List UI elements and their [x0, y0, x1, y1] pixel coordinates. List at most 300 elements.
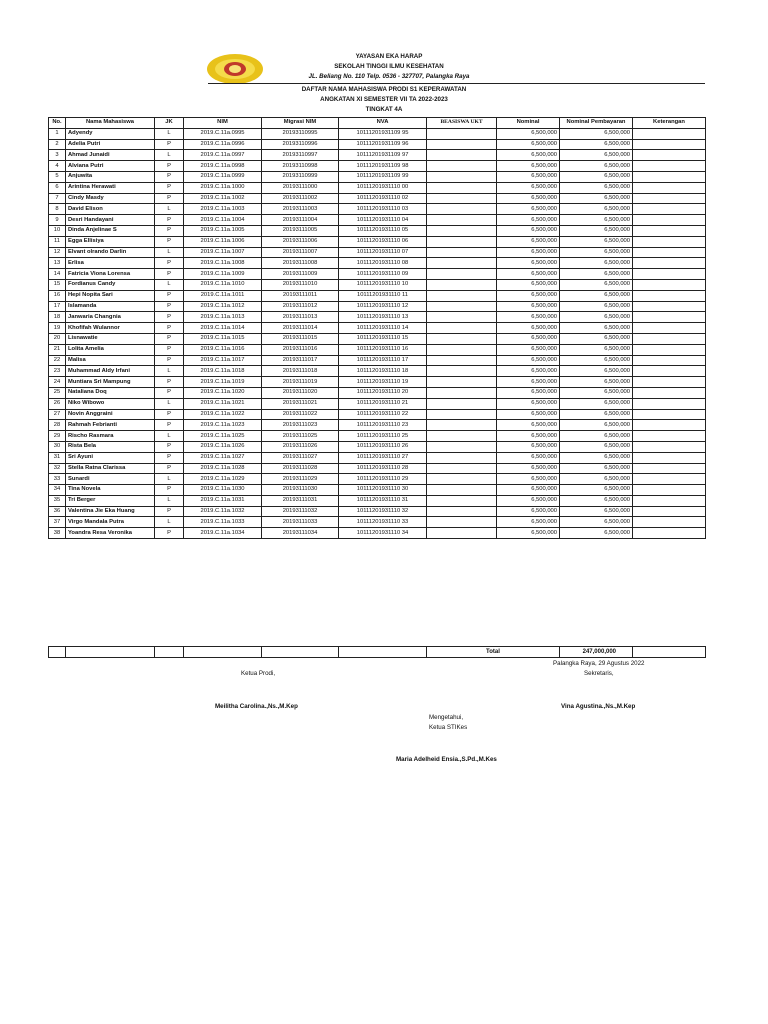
cell-name: Janwaria Changnia [66, 312, 155, 323]
cell-keterangan [633, 485, 706, 496]
cell-nva: 10111201931109 95 [339, 128, 427, 139]
cell-jk: P [155, 171, 184, 182]
cell-nominal-pembayaran: 6,500,000 [560, 387, 633, 398]
cell-nva: 10111201931110 28 [339, 463, 427, 474]
table-row [49, 517, 706, 528]
cell-nominal: 6,500,000 [497, 258, 560, 269]
cell-nva: 10111201931110 33 [339, 517, 427, 528]
cell-nominal: 6,500,000 [497, 215, 560, 226]
cell-migrasi-nim: 20193110997 [262, 150, 339, 161]
cell-beasiswa-ukt [427, 420, 497, 431]
cell-jk: P [155, 290, 184, 301]
cell-nominal-pembayaran: 6,500,000 [560, 355, 633, 366]
cell-name: Alviana Putri [66, 161, 155, 172]
cell-jk: P [155, 269, 184, 280]
cell-migrasi-nim: 20193110998 [262, 161, 339, 172]
cell-name: Muhammad Aldy Irfani [66, 366, 155, 377]
table-row [49, 355, 706, 366]
cell-nominal: 6,500,000 [497, 409, 560, 420]
cell-nva: 10111201931110 26 [339, 441, 427, 452]
cell-nominal: 6,500,000 [497, 528, 560, 539]
cell-nim: 2019.C.11a.1004 [184, 215, 262, 226]
cell-nva: 10111201931110 22 [339, 409, 427, 420]
cell-nva: 10111201931110 21 [339, 398, 427, 409]
col-nim: NIM [184, 118, 262, 129]
cell-nva: 10111201931110 00 [339, 182, 427, 193]
cell-jk: P [155, 355, 184, 366]
cell-jk: P [155, 301, 184, 312]
cell-migrasi-nim: 20193111025 [262, 431, 339, 442]
table-row [49, 301, 706, 312]
cell-name: Erlisa [66, 258, 155, 269]
cell-beasiswa-ukt [427, 409, 497, 420]
cell-jk: P [155, 312, 184, 323]
table-row [49, 193, 706, 204]
cell-jk: P [155, 506, 184, 517]
cell-beasiswa-ukt [427, 452, 497, 463]
cell-no: 38 [49, 528, 66, 539]
table-row [49, 377, 706, 388]
cell-nominal-pembayaran: 6,500,000 [560, 377, 633, 388]
col-no: No. [49, 118, 66, 129]
cell-nominal-pembayaran: 6,500,000 [560, 441, 633, 452]
cell-jk: L [155, 150, 184, 161]
cell-nim: 2019.C.11a.1008 [184, 258, 262, 269]
cell-keterangan [633, 431, 706, 442]
cell-nominal: 6,500,000 [497, 355, 560, 366]
cell-nim: 2019.C.11a.1011 [184, 290, 262, 301]
cell-nominal-pembayaran: 6,500,000 [560, 506, 633, 517]
cell-nva: 10111201931110 34 [339, 528, 427, 539]
cell-jk: L [155, 279, 184, 290]
cell-nominal: 6,500,000 [497, 204, 560, 215]
cell-nim: 2019.C.11a.1017 [184, 355, 262, 366]
cell-nva: 10111201931109 97 [339, 150, 427, 161]
cell-nva: 10111201931110 15 [339, 333, 427, 344]
cell-no: 18 [49, 312, 66, 323]
cell-nominal: 6,500,000 [497, 312, 560, 323]
cell-beasiswa-ukt [427, 506, 497, 517]
cell-nim: 2019.C.11a.1030 [184, 485, 262, 496]
cell-keterangan [633, 161, 706, 172]
cell-keterangan [633, 150, 706, 161]
cell-nim: 2019.C.11a.1032 [184, 506, 262, 517]
cell-nva: 10111201931110 07 [339, 247, 427, 258]
cell-nominal: 6,500,000 [497, 225, 560, 236]
student-table [48, 117, 706, 539]
cell-keterangan [633, 409, 706, 420]
cell-migrasi-nim: 20193111028 [262, 463, 339, 474]
cell-name: Cindy Masdy [66, 193, 155, 204]
cell-nominal-pembayaran: 6,500,000 [560, 204, 633, 215]
cell-nim: 2019.C.11a.1014 [184, 323, 262, 334]
cell-nim: 2019.C.11a.1003 [184, 204, 262, 215]
cell-keterangan [633, 333, 706, 344]
cell-jk: P [155, 258, 184, 269]
cell-migrasi-nim: 20193111032 [262, 506, 339, 517]
cell-migrasi-nim: 20193111004 [262, 215, 339, 226]
cell-migrasi-nim: 20193111033 [262, 517, 339, 528]
cell-migrasi-nim: 20193110996 [262, 139, 339, 150]
cell-nva: 10111201931110 12 [339, 301, 427, 312]
table-row [49, 182, 706, 193]
cell-beasiswa-ukt [427, 301, 497, 312]
cell-nominal-pembayaran: 6,500,000 [560, 463, 633, 474]
cell-nominal: 6,500,000 [497, 193, 560, 204]
cell-nim: 2019.C.11a.1018 [184, 366, 262, 377]
cell-name: Tina Novela [66, 485, 155, 496]
document-level: TINGKAT 4A [365, 106, 403, 113]
cell-name: Fordianus Candy [66, 279, 155, 290]
cell-jk: P [155, 463, 184, 474]
cell-no: 17 [49, 301, 66, 312]
cell-name: Egga Ellisiya [66, 236, 155, 247]
cell-no: 16 [49, 290, 66, 301]
cell-jk: L [155, 204, 184, 215]
cell-beasiswa-ukt [427, 377, 497, 388]
cell-nominal-pembayaran: 6,500,000 [560, 495, 633, 506]
cell-nominal-pembayaran: 6,500,000 [560, 247, 633, 258]
table-row [49, 398, 706, 409]
cell-migrasi-nim: 20193111012 [262, 301, 339, 312]
cell-nim: 2019.C.11a.0998 [184, 161, 262, 172]
ketua-stikes-title: Ketua STIKes [429, 724, 468, 731]
cell-nominal: 6,500,000 [497, 463, 560, 474]
cell-nominal-pembayaran: 6,500,000 [560, 323, 633, 334]
cell-beasiswa-ukt [427, 139, 497, 150]
cell-jk: L [155, 517, 184, 528]
cell-nominal: 6,500,000 [497, 377, 560, 388]
cell-jk: P [155, 139, 184, 150]
cell-no: 20 [49, 333, 66, 344]
cell-nominal: 6,500,000 [497, 247, 560, 258]
table-row [49, 452, 706, 463]
cell-nva: 10111201931110 30 [339, 485, 427, 496]
cell-nim: 2019.C.11a.1000 [184, 182, 262, 193]
cell-nim: 2019.C.11a.1026 [184, 441, 262, 452]
cell-migrasi-nim: 20193111015 [262, 333, 339, 344]
cell-name: Muntiara Sri Mampung [66, 377, 155, 388]
cell-beasiswa-ukt [427, 269, 497, 280]
cell-name: Adyendy [66, 128, 155, 139]
cell-nominal: 6,500,000 [497, 279, 560, 290]
cell-nominal-pembayaran: 6,500,000 [560, 182, 633, 193]
cell-keterangan [633, 225, 706, 236]
cell-nominal-pembayaran: 6,500,000 [560, 420, 633, 431]
cell-beasiswa-ukt [427, 366, 497, 377]
cell-name: Tri Berger [66, 495, 155, 506]
cell-nim: 2019.C.11a.1015 [184, 333, 262, 344]
cell-name: Lolita Amelia [66, 344, 155, 355]
cell-beasiswa-ukt [427, 290, 497, 301]
cell-nim: 2019.C.11a.1009 [184, 269, 262, 280]
cell-nominal: 6,500,000 [497, 517, 560, 528]
cell-keterangan [633, 312, 706, 323]
cell-beasiswa-ukt [427, 344, 497, 355]
cell-migrasi-nim: 20193111008 [262, 258, 339, 269]
cell-migrasi-nim: 20193111017 [262, 355, 339, 366]
cell-name: Malisa [66, 355, 155, 366]
cell-no: 6 [49, 182, 66, 193]
cell-jk: P [155, 236, 184, 247]
cell-migrasi-nim: 20193111011 [262, 290, 339, 301]
cell-keterangan [633, 474, 706, 485]
table-row [49, 312, 706, 323]
cell-name: Rista Bela [66, 441, 155, 452]
cell-name: Dinda Anjelinae S [66, 225, 155, 236]
cell-name: Sunardi [66, 474, 155, 485]
cell-migrasi-nim: 20193111031 [262, 495, 339, 506]
cell-name: David Elison [66, 204, 155, 215]
cell-no: 28 [49, 420, 66, 431]
cell-nominal-pembayaran: 6,500,000 [560, 312, 633, 323]
cell-name: Desri Handayani [66, 215, 155, 226]
cell-jk: P [155, 333, 184, 344]
cell-name: Rahmah Febrianti [66, 420, 155, 431]
table-row [49, 495, 706, 506]
cell-jk: P [155, 387, 184, 398]
table-row [49, 215, 706, 226]
table-row [49, 333, 706, 344]
cell-no: 5 [49, 171, 66, 182]
cell-beasiswa-ukt [427, 161, 497, 172]
cell-jk: L [155, 495, 184, 506]
cell-nva: 10111201931110 25 [339, 431, 427, 442]
cell-nominal: 6,500,000 [497, 301, 560, 312]
cell-no: 12 [49, 247, 66, 258]
cell-keterangan [633, 506, 706, 517]
cell-migrasi-nim: 20193111006 [262, 236, 339, 247]
cell-migrasi-nim: 20193111027 [262, 452, 339, 463]
table-row [49, 171, 706, 182]
cell-no: 21 [49, 344, 66, 355]
cell-no: 15 [49, 279, 66, 290]
cell-nominal: 6,500,000 [497, 171, 560, 182]
cell-nim: 2019.C.11a.1033 [184, 517, 262, 528]
cell-nim: 2019.C.11a.1006 [184, 236, 262, 247]
cell-nva: 10111201931110 05 [339, 225, 427, 236]
cell-nominal-pembayaran: 6,500,000 [560, 452, 633, 463]
cell-jk: P [155, 528, 184, 539]
cell-nominal: 6,500,000 [497, 420, 560, 431]
cell-nominal: 6,500,000 [497, 452, 560, 463]
table-row [49, 506, 706, 517]
cell-name: Nataliana Doq [66, 387, 155, 398]
cell-nva: 10111201931110 13 [339, 312, 427, 323]
cell-keterangan [633, 290, 706, 301]
cell-nominal: 6,500,000 [497, 323, 560, 334]
cell-beasiswa-ukt [427, 528, 497, 539]
cell-nominal-pembayaran: 6,500,000 [560, 517, 633, 528]
cell-nim: 2019.C.11a.1002 [184, 193, 262, 204]
cell-nim: 2019.C.11a.0996 [184, 139, 262, 150]
cell-nva: 10111201931109 98 [339, 161, 427, 172]
cell-nva: 10111201931110 17 [339, 355, 427, 366]
total-row [49, 647, 706, 658]
cell-keterangan [633, 301, 706, 312]
cell-jk: P [155, 420, 184, 431]
cell-nva: 10111201931110 02 [339, 193, 427, 204]
ketua-stikes-name: Maria Adelheid Ensia.,S.Pd.,M.Kes [396, 756, 497, 763]
cell-no: 7 [49, 193, 66, 204]
cell-name: Novin Anggraini [66, 409, 155, 420]
cell-beasiswa-ukt [427, 495, 497, 506]
total-table [48, 646, 706, 658]
cell-jk: L [155, 247, 184, 258]
cell-keterangan [633, 441, 706, 452]
cell-migrasi-nim: 20193111018 [262, 366, 339, 377]
cell-keterangan [633, 420, 706, 431]
cell-name: Lisnawatie [66, 333, 155, 344]
cell-nva: 10111201931110 31 [339, 495, 427, 506]
cell-nominal-pembayaran: 6,500,000 [560, 193, 633, 204]
cell-beasiswa-ukt [427, 182, 497, 193]
cell-migrasi-nim: 20193111007 [262, 247, 339, 258]
cell-migrasi-nim: 20193111023 [262, 420, 339, 431]
cell-keterangan [633, 355, 706, 366]
ketua-prodi-title: Ketua Prodi, [241, 670, 276, 677]
cell-nim: 2019.C.11a.1022 [184, 409, 262, 420]
cell-nominal-pembayaran: 6,500,000 [560, 161, 633, 172]
cell-keterangan [633, 387, 706, 398]
cell-nim: 2019.C.11a.1019 [184, 377, 262, 388]
cell-nominal: 6,500,000 [497, 182, 560, 193]
cell-nim: 2019.C.11a.1005 [184, 225, 262, 236]
cell-name: Ahmad Junaidi [66, 150, 155, 161]
header-address: JL. Beliang No. 110 Telp. 0536 - 327707, Palangka Raya [308, 73, 470, 80]
cell-nim: 2019.C.11a.1021 [184, 398, 262, 409]
cell-no: 9 [49, 215, 66, 226]
cell-jk: L [155, 474, 184, 485]
cell-nva: 10111201931110 09 [339, 269, 427, 280]
col-jk: JK [155, 118, 184, 129]
cell-jk: P [155, 344, 184, 355]
cell-beasiswa-ukt [427, 323, 497, 334]
cell-keterangan [633, 182, 706, 193]
cell-nominal-pembayaran: 6,500,000 [560, 171, 633, 182]
cell-migrasi-nim: 20193111016 [262, 344, 339, 355]
cell-keterangan [633, 517, 706, 528]
cell-beasiswa-ukt [427, 517, 497, 528]
cell-no: 34 [49, 485, 66, 496]
cell-jk: P [155, 323, 184, 334]
cell-beasiswa-ukt [427, 193, 497, 204]
document-title: DAFTAR NAMA MAHASISWA PRODI S1 KEPERAWATAN [301, 86, 467, 93]
cell-nominal: 6,500,000 [497, 431, 560, 442]
cell-jk: P [155, 452, 184, 463]
table-row [49, 161, 706, 172]
total-label: Total [427, 647, 560, 658]
cell-nim: 2019.C.11a.1010 [184, 279, 262, 290]
cell-keterangan [633, 247, 706, 258]
table-row [49, 323, 706, 334]
cell-no: 32 [49, 463, 66, 474]
cell-nva: 10111201931110 10 [339, 279, 427, 290]
cell-migrasi-nim: 20193110995 [262, 128, 339, 139]
cell-no: 2 [49, 139, 66, 150]
cell-no: 8 [49, 204, 66, 215]
cell-name: Arintina Herawati [66, 182, 155, 193]
cell-keterangan [633, 128, 706, 139]
cell-migrasi-nim: 20193111005 [262, 225, 339, 236]
sekretaris-name: Vina Agustina.,Ns.,M.Kep [561, 703, 636, 710]
cell-beasiswa-ukt [427, 333, 497, 344]
cell-keterangan [633, 171, 706, 182]
cell-no: 31 [49, 452, 66, 463]
cell-no: 4 [49, 161, 66, 172]
cell-no: 26 [49, 398, 66, 409]
cell-nominal-pembayaran: 6,500,000 [560, 258, 633, 269]
col-nva: NVA [339, 118, 427, 129]
mengetahui-label: Mengetahui, [429, 714, 464, 721]
cell-nominal-pembayaran: 6,500,000 [560, 344, 633, 355]
cell-no: 37 [49, 517, 66, 528]
cell-keterangan [633, 463, 706, 474]
cell-migrasi-nim: 20193111013 [262, 312, 339, 323]
cell-nominal: 6,500,000 [497, 236, 560, 247]
sekretaris-title: Sekretaris, [584, 670, 614, 677]
cell-nva: 10111201931110 20 [339, 387, 427, 398]
cell-beasiswa-ukt [427, 225, 497, 236]
table-row [49, 269, 706, 280]
cell-jk: P [155, 225, 184, 236]
col-nominal-pembayaran: Nominal Pembayaran [560, 118, 633, 129]
cell-no: 29 [49, 431, 66, 442]
table-row [49, 528, 706, 539]
table-row [49, 279, 706, 290]
cell-keterangan [633, 495, 706, 506]
cell-nim: 2019.C.11a.1013 [184, 312, 262, 323]
cell-name: Adelia Putri [66, 139, 155, 150]
cell-jk: P [155, 441, 184, 452]
cell-nominal-pembayaran: 6,500,000 [560, 290, 633, 301]
cell-nominal: 6,500,000 [497, 150, 560, 161]
cell-nominal: 6,500,000 [497, 441, 560, 452]
cell-beasiswa-ukt [427, 204, 497, 215]
cell-nominal: 6,500,000 [497, 344, 560, 355]
cell-keterangan [633, 398, 706, 409]
cell-nva: 10111201931110 27 [339, 452, 427, 463]
cell-nim: 2019.C.11a.0997 [184, 150, 262, 161]
cell-nominal: 6,500,000 [497, 269, 560, 280]
table-row [49, 387, 706, 398]
cell-nva: 10111201931110 03 [339, 204, 427, 215]
cell-migrasi-nim: 20193111021 [262, 398, 339, 409]
cell-migrasi-nim: 20193111022 [262, 409, 339, 420]
cell-migrasi-nim: 20193111009 [262, 269, 339, 280]
cell-migrasi-nim: 20193111002 [262, 193, 339, 204]
table-row [49, 474, 706, 485]
cell-nominal: 6,500,000 [497, 290, 560, 301]
cell-keterangan [633, 344, 706, 355]
cell-keterangan [633, 279, 706, 290]
cell-no: 36 [49, 506, 66, 517]
cell-nominal-pembayaran: 6,500,000 [560, 398, 633, 409]
table-row [49, 128, 706, 139]
cell-name: Hepi Nopita Sari [66, 290, 155, 301]
cell-jk: L [155, 128, 184, 139]
cell-nva: 10111201931110 19 [339, 377, 427, 388]
cell-name: Niko Wibowo [66, 398, 155, 409]
cell-nim: 2019.C.11a.1016 [184, 344, 262, 355]
cell-nim: 2019.C.11a.0999 [184, 171, 262, 182]
cell-migrasi-nim: 20193111034 [262, 528, 339, 539]
cell-nva: 10111201931110 18 [339, 366, 427, 377]
cell-beasiswa-ukt [427, 463, 497, 474]
cell-nim: 2019.C.11a.1031 [184, 495, 262, 506]
cell-no: 3 [49, 150, 66, 161]
table-row [49, 431, 706, 442]
